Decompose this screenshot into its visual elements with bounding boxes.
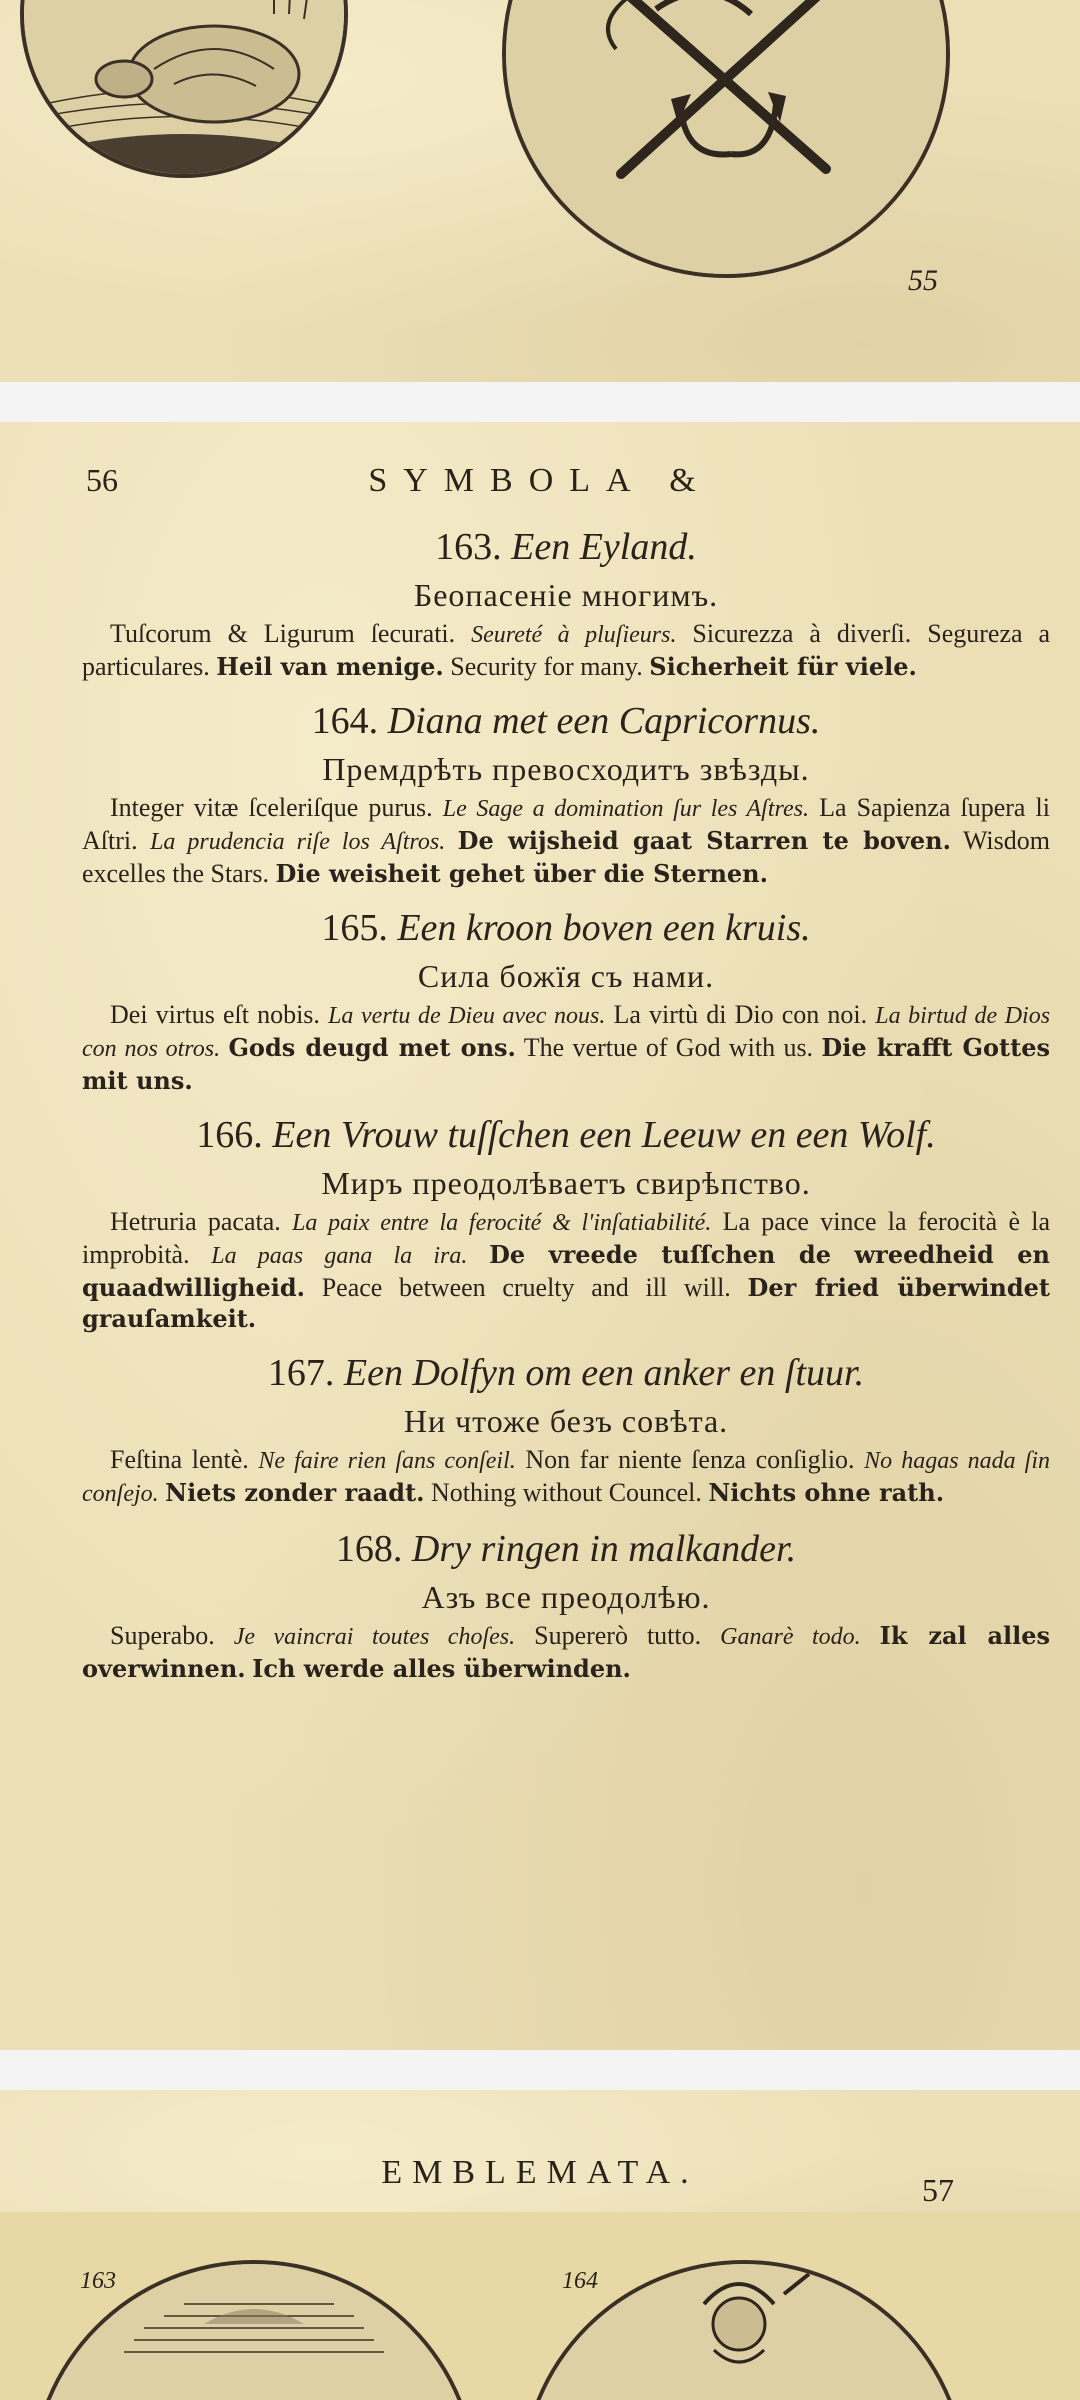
entry-number: 166.: [196, 1114, 263, 1156]
dutch-motto: Heil van menige.: [216, 652, 444, 681]
entry-164: [82, 696, 1050, 889]
page-separator: [0, 382, 1080, 422]
slavonic-motto: Миръ преодолѣваетъ свирѣпство.: [321, 1165, 811, 1201]
french-motto: Ne faire rien ſans conſeil.: [258, 1448, 516, 1474]
entry-number: 167.: [267, 1352, 335, 1394]
french-motto: Je vaincrai toutes choſes.: [233, 1624, 516, 1650]
italian-motto: La Sapienza ſupera li Aſtri.: [82, 793, 1051, 855]
entry-167: [82, 1348, 1050, 1510]
latin-motto: Dei virtus eſt nobis.: [110, 1000, 320, 1029]
translations: [82, 999, 1050, 1096]
entry-166: [82, 1110, 1050, 1334]
german-motto: Die krafft Gottes mit uns.: [82, 1033, 1051, 1095]
page-57: [0, 2090, 1080, 2400]
spanish-motto: La prudencia riſe los Aſtros.: [150, 829, 446, 855]
tortoise-engraving-icon: [24, 0, 344, 174]
tortoise-emblem-engraving: [20, 0, 348, 178]
english-motto: Peace between cruelty and ill will.: [321, 1273, 731, 1302]
spanish-motto: Segureza a particulares.: [82, 619, 1051, 681]
entry-title: [82, 1524, 1050, 1574]
spanish-motto: No hagas nada ſin conſejo.: [82, 1448, 1051, 1507]
spanish-motto: La paas gana la ira.: [211, 1243, 468, 1269]
entries-list: [82, 522, 1050, 1698]
slavonic-motto: Сила божїя съ нами.: [417, 958, 715, 994]
italian-motto: Non far niente ſenza conſiglio.: [525, 1445, 855, 1474]
entry-163: [82, 522, 1050, 682]
entry-number: 165.: [321, 907, 388, 949]
entry-dutch-title: Een Eyland.: [511, 526, 697, 568]
italian-motto: La pace vince la ferocità è la improbità.: [82, 1207, 1051, 1269]
spanish-motto: La birtud de Dios con nos otros.: [82, 1003, 1051, 1062]
page-56: [0, 422, 1080, 2050]
entry-title: [82, 522, 1050, 572]
english-motto: Wisdom excelles the Stars.: [82, 826, 1051, 888]
latin-motto: Hetruria pacata.: [110, 1207, 281, 1236]
german-motto: Ich werde alles überwinden.: [252, 1654, 631, 1683]
entry-number: 168.: [335, 1528, 403, 1570]
entry-dutch-title: Een Dolfyn om een anker en ſtuur.: [343, 1352, 865, 1394]
page-number: 56: [86, 462, 118, 498]
german-motto: Die weisheit gehet über die Sternen.: [275, 859, 768, 888]
page-number: 57: [922, 2172, 954, 2208]
latin-motto: Superabo.: [110, 1621, 215, 1650]
entry-title: [82, 1348, 1050, 1398]
french-motto: Le Sage a domination ſur les Aſtres.: [442, 796, 809, 822]
entry-title: [82, 903, 1050, 953]
running-head: SYMBOLA &: [368, 462, 712, 499]
entry-dutch-title: Diana met een Capricornus.: [387, 700, 821, 742]
spanish-motto: Ganarè todo.: [720, 1624, 861, 1650]
anchor-emblem-engraving: [502, 0, 950, 278]
french-motto: La paix entre la ferocité & l'inſatiabilité.: [292, 1210, 712, 1236]
entry-dutch-title: Dry ringen in malkander.: [411, 1528, 797, 1570]
italian-motto: Supererò tutto.: [534, 1621, 702, 1650]
page-55: [0, 0, 1080, 382]
entry-dutch-title: Een kroon boven een kruis.: [397, 907, 811, 949]
italian-motto: La virtù di Dio con noi.: [613, 1000, 868, 1029]
slavonic-motto: Азъ все преодолѣю.: [421, 1579, 711, 1615]
dutch-motto: Ik zal alles overwinnen.: [82, 1621, 1051, 1683]
slavonic-motto: Ни чтоже безъ совѣта.: [403, 1403, 729, 1439]
slavonic-motto: Премдрѣть превосходитъ звѣзды.: [322, 751, 810, 787]
dutch-motto: Niets zonder raadt.: [165, 1478, 425, 1507]
latin-motto: Tuſcorum & Ligurum ſecurati.: [110, 619, 456, 648]
entry-165: [82, 903, 1050, 1096]
translations: [82, 618, 1050, 682]
dutch-motto: De vreede tuſſchen de wreedheid en quaadwilligheid.: [82, 1240, 1051, 1302]
translations: [82, 1620, 1050, 1684]
anchor-engraving-icon: [506, 0, 946, 274]
dutch-motto: Gods deugd met ons.: [228, 1033, 516, 1062]
page-number: 55: [908, 264, 938, 297]
german-motto: Sicherheit für viele.: [649, 652, 917, 681]
dutch-motto: De wijsheid gaat Starren te boven.: [457, 826, 951, 855]
german-motto: Nichts ohne rath.: [708, 1478, 945, 1507]
translations: [82, 1206, 1050, 1334]
french-motto: La vertu de Dieu avec nous.: [328, 1003, 606, 1029]
entry-number: 163.: [435, 526, 502, 568]
translations: [82, 1444, 1050, 1510]
plate-number: 163: [80, 2268, 116, 2294]
plate-number: 164: [562, 2268, 598, 2294]
entry-title: [82, 1110, 1050, 1160]
french-motto: Seureté à pluſieurs.: [471, 622, 677, 648]
latin-motto: Feſtina lentè.: [110, 1445, 249, 1474]
entry-dutch-title: Een Vrouw tuſſchen een Leeuw en een Wolf.: [272, 1114, 936, 1156]
english-motto: Nothing without Councel.: [431, 1478, 702, 1507]
running-head: EMBLEMATA.: [381, 2154, 699, 2191]
english-motto: Security for many.: [450, 652, 643, 681]
page-separator: [0, 2050, 1080, 2090]
translations: [82, 792, 1050, 889]
entry-168: [82, 1524, 1050, 1684]
german-motto: Der fried überwindet grauſamkeit.: [82, 1273, 1050, 1333]
entry-number: 164.: [311, 700, 379, 742]
entry-title: [82, 696, 1050, 746]
latin-motto: Integer vitæ ſceleriſque purus.: [110, 793, 433, 822]
slavonic-motto: Беопасеніе многимъ.: [413, 577, 719, 613]
english-motto: The vertue of God with us.: [523, 1033, 814, 1062]
italian-motto: Sicurezza à diverſi.: [692, 619, 912, 648]
